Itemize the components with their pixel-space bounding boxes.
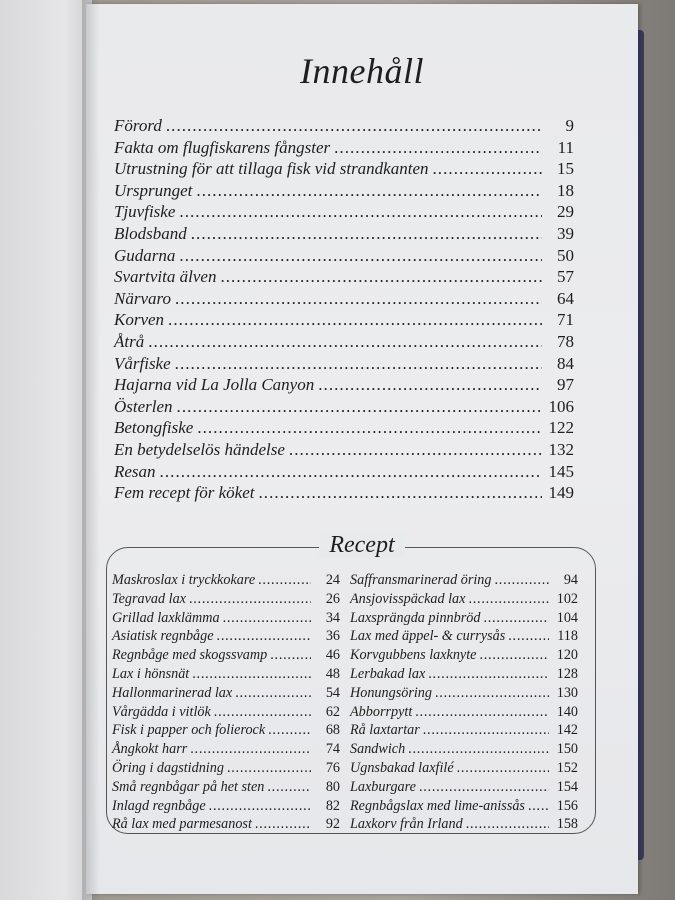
dot-leader <box>189 591 311 608</box>
recipe-entry-page-number: 68 <box>325 722 340 739</box>
toc-entry <box>114 224 574 246</box>
dot-leader <box>179 246 542 266</box>
recipe-entry <box>350 572 578 591</box>
dot-leader <box>190 741 311 758</box>
dot-leader <box>428 666 549 683</box>
recipe-entry <box>112 572 340 591</box>
dot-leader <box>408 741 549 758</box>
recipe-entry-label: Sandwich <box>350 741 406 758</box>
recipe-entry-page-number: 142 <box>556 722 578 739</box>
toc-entry-page-number: 132 <box>548 439 574 459</box>
recipe-entry <box>112 647 340 666</box>
recipe-entry <box>112 628 340 647</box>
toc-entry-label: Vårfiske <box>114 353 171 373</box>
recipe-entry-page-number: 34 <box>325 609 340 626</box>
dot-leader <box>217 628 311 645</box>
toc-entry-label: Närvaro <box>114 288 171 308</box>
recipe-entry-label: Korvgubbens laxknyte <box>350 647 477 664</box>
recipe-entry-label: Fisk i papper och folierock <box>112 722 266 739</box>
dot-leader <box>334 138 542 158</box>
toc-entry <box>114 462 574 484</box>
recipe-entry-page-number: 92 <box>325 816 340 833</box>
toc-entry-page-number: 18 <box>557 180 574 200</box>
toc-entry-label: Hajarna vid La Jolla Canyon <box>114 375 315 395</box>
recipe-entry-page-number: 62 <box>325 703 340 720</box>
recipe-entry-page-number: 48 <box>325 665 340 682</box>
recipe-entry-label: Regnbågslax med lime-anissås <box>350 797 525 814</box>
toc-entry-label: Svartvita älven <box>114 267 217 287</box>
recipe-entry <box>112 591 340 610</box>
dot-leader <box>468 591 549 608</box>
recipe-entry <box>112 704 340 723</box>
toc-entry <box>114 289 574 311</box>
recipe-entry-page-number: 150 <box>556 741 578 758</box>
recipe-entry-label: Grillad laxklämma <box>112 609 220 626</box>
dot-leader <box>177 397 542 417</box>
toc-entry-label: En betydelselös händelse <box>114 439 285 459</box>
recipe-entry-label: Hallonmarinerad lax <box>112 684 233 701</box>
recipe-entry <box>350 685 578 704</box>
dot-leader <box>267 779 311 796</box>
recipe-entry-label: Lerbakad lax <box>350 665 426 682</box>
toc-entry-label: Åtrå <box>114 331 145 351</box>
dot-leader <box>415 704 549 721</box>
dot-leader <box>191 224 542 244</box>
recipes-heading <box>86 532 638 559</box>
recipe-entry-label: Ugnsbakad laxfilé <box>350 759 454 776</box>
toc-entry-page-number: 106 <box>548 396 574 416</box>
toc-entry-label: Gudarna <box>114 245 176 265</box>
recipe-entry-label: Laxkorv från Irland <box>350 816 463 833</box>
dot-leader <box>196 181 542 201</box>
recipe-entry-page-number: 54 <box>325 684 340 701</box>
recipe-entry <box>350 779 578 798</box>
toc-entry-label: Österlen <box>114 396 173 416</box>
toc-entry <box>114 397 574 419</box>
toc-entry-label: Förord <box>114 116 162 135</box>
recipe-entry <box>350 741 578 760</box>
recipe-entry <box>350 610 578 629</box>
recipe-entry-page-number: 46 <box>325 647 340 664</box>
recipes-column-left <box>112 572 340 835</box>
toc-entry-label: Utrustning för att tillaga fisk vid strandkanten <box>114 159 429 179</box>
recipe-entry-label: Maskroslax i tryckkokare <box>112 572 256 588</box>
dot-leader <box>289 440 542 460</box>
toc-entry <box>114 116 574 138</box>
dot-leader <box>175 354 542 374</box>
toc-entry-label: Korven <box>114 310 165 330</box>
dot-leader <box>419 779 549 796</box>
recipe-entry-page-number: 120 <box>556 647 578 664</box>
recipe-entry-page-number: 118 <box>557 628 578 645</box>
recipe-entry-page-number: 24 <box>325 572 340 588</box>
recipe-entry-label: Ångkokt harr <box>112 741 188 758</box>
recipe-entry <box>112 760 340 779</box>
toc-entry-page-number: 15 <box>557 159 574 179</box>
toc-entry-page-number: 50 <box>557 245 574 265</box>
recipe-entry-page-number: 80 <box>325 778 340 795</box>
recipe-entry <box>350 666 578 685</box>
dot-leader <box>175 289 542 309</box>
recipe-entry-page-number: 154 <box>556 778 578 795</box>
dot-leader <box>479 647 549 664</box>
toc-entry-label: Fem recept för köket <box>114 483 255 503</box>
recipe-entry <box>350 591 578 610</box>
recipe-entry <box>350 760 578 779</box>
dot-leader <box>214 704 311 721</box>
recipe-entry-page-number: 82 <box>325 797 340 814</box>
dot-leader <box>258 572 311 589</box>
recipe-entry <box>350 798 578 817</box>
recipe-entry <box>350 628 578 647</box>
recipe-entry <box>112 779 340 798</box>
recipe-entry-label: Lax med äppel- & currysås <box>350 628 506 645</box>
toc-entry-page-number: 64 <box>557 288 574 308</box>
recipe-entry-label: Saffransmarinerad öring <box>350 572 492 588</box>
recipe-entry-page-number: 104 <box>556 609 578 626</box>
recipe-entry-label: Lax i hönsnät <box>112 665 190 682</box>
dot-leader <box>433 159 543 179</box>
page-title: Innehåll <box>300 51 424 91</box>
toc-entry <box>114 181 574 203</box>
recipe-entry <box>112 610 340 629</box>
toc-entry <box>114 138 574 160</box>
recipe-entry <box>350 704 578 723</box>
dot-leader <box>197 418 542 438</box>
toc-entry <box>114 202 574 224</box>
recipe-entry-label: Små regnbågar på het sten <box>112 778 265 795</box>
recipe-entry-page-number: 130 <box>556 684 578 701</box>
toc-entry-page-number: 57 <box>557 267 574 287</box>
recipe-entry-label: Regnbåge med skogssvamp <box>112 647 268 664</box>
recipe-entry-page-number: 158 <box>556 816 578 833</box>
toc-entry <box>114 375 574 397</box>
toc-entry <box>114 310 574 332</box>
dot-leader <box>223 610 311 627</box>
book-gutter-shadow <box>82 0 100 900</box>
dot-leader <box>270 647 311 664</box>
contents-page <box>86 4 638 894</box>
dot-leader <box>483 610 549 627</box>
table-of-contents <box>114 116 574 505</box>
dot-leader <box>192 666 311 683</box>
recipe-entry-page-number: 36 <box>325 628 340 645</box>
recipe-entry-label: Öring i dagstidning <box>112 759 224 776</box>
recipe-entry <box>350 816 578 835</box>
toc-entry <box>114 267 574 289</box>
toc-entry <box>114 159 574 181</box>
dot-leader <box>235 685 311 702</box>
dot-leader <box>179 202 542 222</box>
toc-entry-label: Ursprunget <box>114 180 193 200</box>
recipe-entry-label: Ansjovisspäckad lax <box>350 590 466 607</box>
toc-entry-label: Betongfiske <box>114 418 194 438</box>
recipe-entry-label: Rå lax med parmesanost <box>112 816 252 833</box>
dot-leader <box>148 332 542 352</box>
toc-entry-page-number: 97 <box>557 375 574 395</box>
toc-entry <box>114 483 574 505</box>
toc-entry <box>114 418 574 440</box>
recipe-entry-page-number: 94 <box>563 572 578 588</box>
recipe-entry-label: Laxsprängda pinnbröd <box>350 609 481 626</box>
recipe-entry <box>112 666 340 685</box>
toc-entry-page-number: 78 <box>557 331 574 351</box>
recipe-entry <box>112 722 340 741</box>
dot-leader <box>209 798 311 815</box>
recipe-entry-label: Rå laxtartar <box>350 722 420 739</box>
dot-leader <box>160 462 542 482</box>
dot-leader <box>423 722 549 739</box>
recipes-heading-text: Recept <box>319 532 404 558</box>
recipe-entry <box>112 741 340 760</box>
recipe-entry <box>112 816 340 835</box>
toc-entry-label: Fakta om flugfiskarens fångster <box>114 137 331 157</box>
recipe-entry-label: Vårgädda i vitlök <box>112 703 211 720</box>
recipe-entry-page-number: 156 <box>556 797 578 814</box>
recipe-entry <box>112 685 340 704</box>
dot-leader <box>227 760 311 777</box>
recipe-entry-page-number: 102 <box>556 590 578 607</box>
recipe-entry <box>350 647 578 666</box>
toc-entry-page-number: 122 <box>548 418 574 438</box>
recipes-column-right <box>350 572 578 835</box>
recipe-entry-label: Laxburgare <box>350 778 416 795</box>
left-page <box>0 0 92 900</box>
toc-entry <box>114 354 574 376</box>
recipe-entry-page-number: 152 <box>556 759 578 776</box>
toc-entry <box>114 332 574 354</box>
toc-entry-label: Resan <box>114 461 156 481</box>
toc-entry-label: Blodsband <box>114 223 187 243</box>
recipe-entry <box>350 722 578 741</box>
dot-leader <box>318 375 542 395</box>
toc-entry-page-number: 9 <box>565 116 574 135</box>
recipe-entry <box>112 798 340 817</box>
recipe-entry-label: Tegravad lax <box>112 590 186 607</box>
toc-entry-page-number: 39 <box>557 223 574 243</box>
dot-leader <box>268 722 311 739</box>
dot-leader <box>528 798 549 815</box>
recipe-entry-page-number: 128 <box>556 665 578 682</box>
dot-leader <box>255 816 311 833</box>
dot-leader <box>220 267 542 287</box>
recipe-entry-page-number: 26 <box>325 590 340 607</box>
toc-entry-page-number: 84 <box>557 353 574 373</box>
toc-entry-page-number: 29 <box>557 202 574 222</box>
toc-entry <box>114 440 574 462</box>
recipe-entry-label: Honungsöring <box>350 684 432 701</box>
toc-entry-page-number: 145 <box>548 461 574 481</box>
dot-leader <box>259 483 543 503</box>
toc-entry-page-number: 149 <box>548 483 574 503</box>
dot-leader <box>168 310 542 330</box>
dot-leader <box>435 685 549 702</box>
dot-leader <box>466 816 549 833</box>
recipe-entry-page-number: 74 <box>325 741 340 758</box>
recipe-entry-label: Asiatisk regnbåge <box>112 628 214 645</box>
recipe-entry-label: Abborrpytt <box>350 703 413 720</box>
toc-entry-page-number: 71 <box>557 310 574 330</box>
recipe-entry-page-number: 76 <box>325 759 340 776</box>
dot-leader <box>495 572 550 589</box>
dot-leader <box>508 628 549 645</box>
toc-entry-page-number: 11 <box>557 137 574 157</box>
recipe-entry-page-number: 140 <box>556 703 578 720</box>
dot-leader <box>166 116 542 136</box>
dot-leader <box>457 760 549 777</box>
toc-entry <box>114 246 574 268</box>
toc-entry-label: Tjuvfiske <box>114 202 176 222</box>
recipe-entry-label: Inlagd regnbåge <box>112 797 206 814</box>
